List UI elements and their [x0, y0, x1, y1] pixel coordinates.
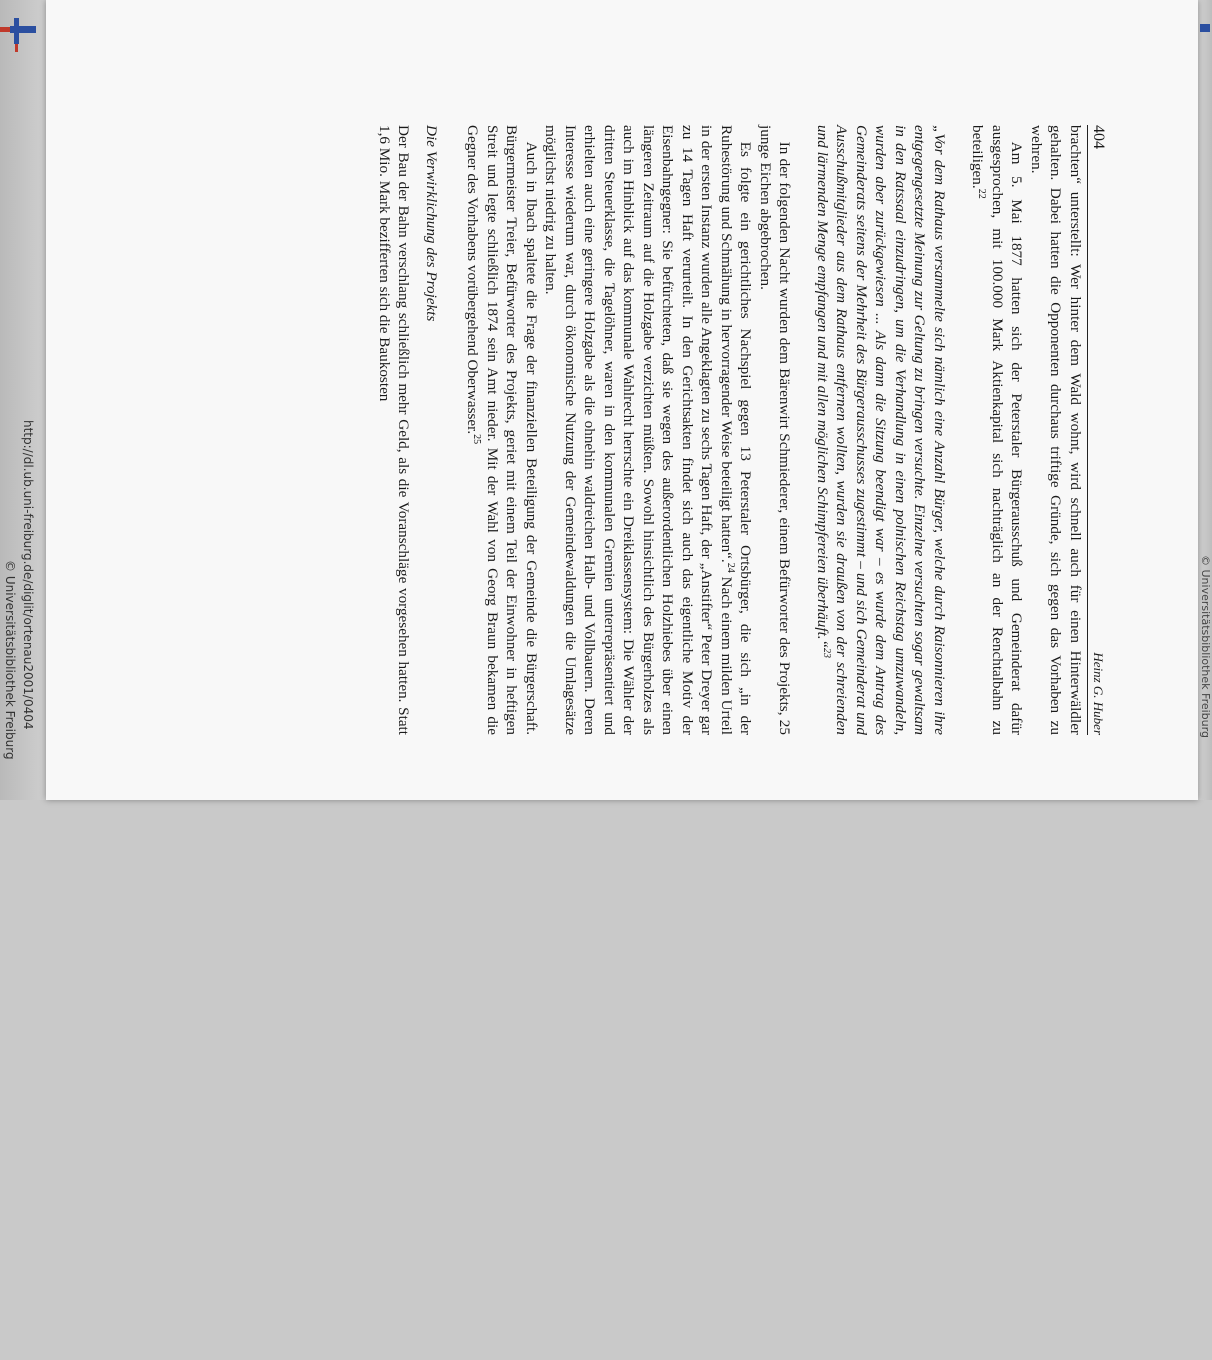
running-head: Heinz G. Huber [1091, 652, 1106, 735]
section-heading: Die Verwirklichung des Projekts [423, 125, 440, 322]
copyright-notice: © Universitätsbibliothek Freiburg [3, 560, 17, 760]
footnote-ref: 23 [821, 648, 833, 659]
paragraph [541, 125, 756, 735]
paragraph [463, 125, 541, 735]
page-number: 404 [1090, 125, 1107, 149]
paragraph-text: brachten“ unterstellt: Wer hinter dem Wald wohnt, wird schnell auch für einen Hinterwäldler gehalten. Dabei hatten die Opponenten durchaus triftige Gründe, sich gegen das Vorhaben zu wehren. [1028, 125, 1084, 735]
paragraph [968, 125, 1027, 735]
paragraph-text: Auch in Ibach spaltete die Frage der finanziellen Beteiligung der Gemeinde die Bürgerschaft. Bürgermeister Treier, Befürworter des Projekts, geriet mit einem Teil der Einwohner in heftigen Streit und legte schließlich 1874 sein Amt nieder. Mit der Wahl von Georg Braun bekamen die Gegner des Vorhabens vorübergehend Oberwasser. [464, 125, 540, 735]
footnote-ref: 22 [976, 188, 988, 199]
crosshair-marker-icon [0, 12, 40, 52]
paragraph-text: Es folgte ein gerichtliches Nachspiel gegen 13 Peterstaler Ortsbürger, die sich „in der Ruhestörung und Schmähung in hervorragender Weise beteiligt hatten“. [718, 125, 755, 735]
paragraph-text: Nach einem milden Urteil in der ersten Instanz wurden alle Angeklagten zu sechs Tagen Haft, der „Anstifter“ Peter Dreyer gar zu 14 Tagen Haft verurteilt. In den Gerichtsakten findet sich auch das eigentliche Motiv der Eisenbahngegner: Sie befürchteten, daß sie wegen des außerordentlichen Holzhiebes über einen längeren Zeitraum auf die Holzgabe verzichten müßten. Sowohl hinsichtlich des Bürgerholzes als auch im Hinblick auf das kommunale Wahlrecht herrschte ein Dreiklassensystem: Die Wähler der dritten Steuerklasse, die Tagelöhner, waren in den kommunalen Gremien unterrepräsentiert und erhielten auch eine geringere Holzgabe als die ohnehin waldreichen Halb- und Vollbauern. Deren Interesse wiederum war, durch ökonomische Nutzung der Gemeindewaldungen die Umlagesätze möglichst niedrig zu halten. [542, 125, 735, 735]
paragraph-text: In der folgenden Nacht wurden dem Bärenwirt Schmiederer, einem Befürworter des Projekts, 25 junge Eichen abgebrochen. [757, 125, 794, 735]
paragraph-text: Am 5. Mai 1877 hatten sich der Peterstaler Bürgerausschuß und Gemeinderat dafür ausgesprochen, mit 100.000 Mark Aktienkapital sich nachträglich an der Renchtalbahn zu beteiligen. [969, 125, 1026, 735]
paragraph [1027, 125, 1086, 735]
paragraph-text: Der Bau der Bahn verschlang schließlich mehr Geld, als die Voranschläge vorgesehen hatten. Statt 1,6 Mio. Mark bezifferten sich die Baukosten [376, 125, 413, 735]
footnote-ref: 24 [725, 562, 737, 573]
block-quote [813, 125, 950, 735]
source-url[interactable]: http://dl.ub.uni-freiburg.de/diglit/ortenau2001/0404 [21, 420, 35, 730]
paragraph [756, 125, 795, 735]
page-content [150, 125, 1110, 735]
paragraph [375, 125, 414, 735]
footnote-ref: 25 [471, 434, 483, 445]
quote-text: „Vor dem Rathaus versammelte sich nämlich eine Anzahl Bürger, welche durch Raisonnieren ihre entgegengesetzte Meinung zur Geltung zu bringen versuchte. Einzelne versuchten sogar gewaltsam in den Ratssaal einzudringen, um die Verhandlung in einen polnischen Reichstag umzuwandeln, wurden aber zurückgewiesen ... Als dann die Sitzung beendigt war – es wurde dem Antrag des Gemeinderats seitens der Mehrheit des Bürgerausschusses zugestimmt – und sich Gemeinderat und Ausschußmitglieder aus dem Rathaus entfernen wollten, wurden sie draußen von der schreienden und lärmenden Menge empfangen und mit allen möglichen Schimpfereien überhäuft.“ [814, 125, 948, 735]
page-edge-marker-icon [1198, 18, 1212, 42]
copyright-notice-right: © Universitätsbibliothek Freiburg [1199, 555, 1212, 738]
page-header [1087, 125, 1110, 735]
